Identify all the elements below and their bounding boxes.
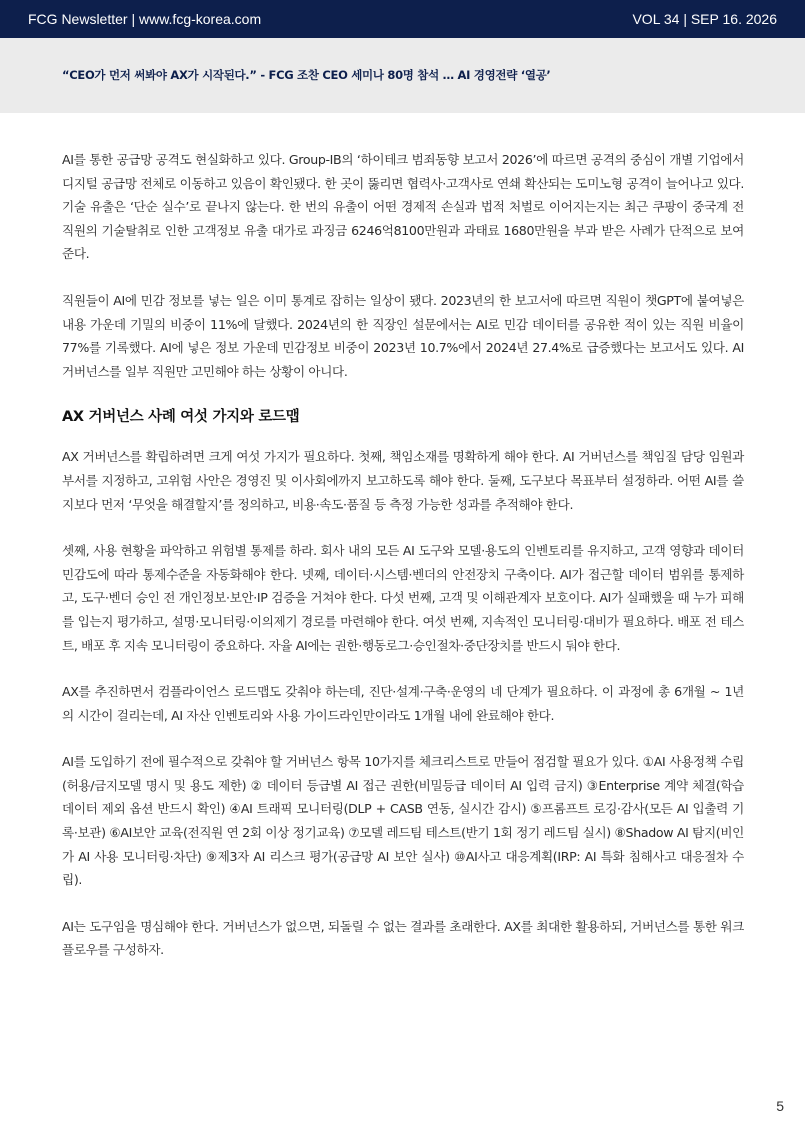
body-paragraph: AX 거버넌스를 확립하려면 크게 여섯 가지가 필요하다. 첫째, 책임소재를 명확하게 해야 한다. AI 거버넌스를 책임질 담당 임원과 부서를 지정하고, 고위험 사안은 경영진 및 이사회에까지 보고하도록 해야 한다. 둘째, 도구보다 목표부터 설정하라. 어떤 AI를 쓸 지보다 먼저 ‘무엇을 해결할지’를 정의하고, 비용·속도·품질 등 측정 가능한 성과를 추적해야 한다. [62,449,744,512]
page-number: 5 [776,1098,784,1114]
body-paragraph: AI를 도입하기 전에 필수적으로 갖춰야 할 거버넌스 항목 10가지를 체크리스트로 만들어 점검할 필요가 있다. ①AI 사용정책 수립(허용/금지모델 명시 및 용도 제한) ② 데이터 등급별 AI 접근 권한(비밀등급 데이터 AI 입력 금지) ③Enterprise 계약 체결(학습 데이터 제외 옵션 반드시 확인) ④AI 트래픽 모니터링(DLP + CASB 연동, 실시간 감시) ⑤프롬프트 로깅·감사(모든 AI 입출력 기록·보관) ⑥AI보안 교육(전직원 연 2회 이상 정기교육) ⑦모델 레드팀 테스트(반기 1회 정기 레드팀 실시) ⑧Shadow AI 탐지(비인가 AI 사용 모니터링·차단) ⑨제3자 AI 리스크 평가(공급망 AI 보안 실사) ⑩AI사고 대응계획(IRP: AI 특화 침해사고 대응절차 수립). [62,754,744,888]
article-headline: “CEO가 먼저 써봐야 AX가 시작된다.” - FCG 조찬 CEO 세미나 80명 참석 … AI 경영전략 ‘열공’ [62,68,551,82]
publication-name: FCG Newsletter | www.fcg-korea.com [28,11,262,27]
section-heading: AX 거버넌스 사례 여섯 가지와 로드맵 [62,409,300,426]
body-paragraph: AX를 추진하면서 컴플라이언스 로드맵도 갖춰야 하는데, 진단·설계·구축·운영의 네 단계가 필요하다. 이 과정에 총 6개월 ~ 1년의 시간이 걸리는데, AI 자산 인벤토리와 사용 가이드라인만이라도 1개월 내에 완료해야 한다. [62,684,744,723]
body-paragraph: AI를 통한 공급망 공격도 현실화하고 있다. Group-IB의 ‘하이테크 범죄동향 보고서 2026’에 따르면 공격의 중심이 개별 기업에서 디지털 공급망 전체로 이동하고 있음이 확인됐다. 한 곳이 뚫리면 협력사·고객사로 연쇄 확산되는 도미노형 공격이 늘어나고 있다. 기술 유출은 ‘단순 실수’로 끝나지 않는다. 한 번의 유출이 어떤 경제적 손실과 법적 처벌로 이어지는지는 최근 쿠팡이 중국계 전 직원의 기술탈취로 인한 고객정보 유출 대가로 과징금 6246억8100만원과 과태료 1680만원을 부과 받은 사례가 단적으로 보여준다. [62,152,744,262]
issue-info: VOL 34 | SEP 16. 2026 [632,11,777,27]
body-paragraph: 셋째, 사용 현황을 파악하고 위험별 통제를 하라. 회사 내의 모든 AI 도구와 모델·용도의 인벤토리를 유지하고, 고객 영향과 데이터 민감도에 따라 통제수준을 자동화해야 한다. 넷째, 데이터·시스템·벤더의 안전장치 구축이다. AI가 접근할 데이터 범위를 통제하고, 도구·벤더 승인 전 개인정보·보안·IP 검증을 거쳐야 한다. 다섯 번째, 고객 및 이해관계자 보호이다. AI가 실패했을 때 누가 피해를 입는지 평가하고, 설명·모니터링·이의제기 경로를 마련해야 한다. 여섯 번째, 지속적인 모니터링·대비가 필요하다. 배포 전 테스트, 배포 후 지속 모니터링이 중요하다. 자율 AI에는 권한·행동로그·승인절차·중단장치를 반드시 둬야 한다. [62,543,744,653]
article-body [62,148,744,985]
body-paragraph: 직원들이 AI에 민감 정보를 넣는 일은 이미 통계로 잡히는 일상이 됐다. 2023년의 한 보고서에 따르면 직원이 챗GPT에 붙여넣은 내용 가운데 기밀의 비중이 11%에 달했다. 2024년의 한 직장인 설문에서는 AI로 민감 데이터를 공유한 적이 있는 직원 비율이 77%를 기록했다. AI에 넣은 정보 가운데 민감정보 비중이 2023년 10.7%에서 2024년 27.4%로 급증했다는 보고서도 있다. AI 거버넌스를 일부 직원만 고민해야 하는 상황이 아니다. [62,292,744,379]
body-paragraph: AI는 도구임을 명심해야 한다. 거버넌스가 없으면, 되돌릴 수 없는 결과를 초래한다. AX를 최대한 활용하되, 거버넌스를 통한 워크플로우를 구성하자. [62,918,744,958]
headline-band [0,38,805,113]
newsletter-header-bar [0,0,805,38]
